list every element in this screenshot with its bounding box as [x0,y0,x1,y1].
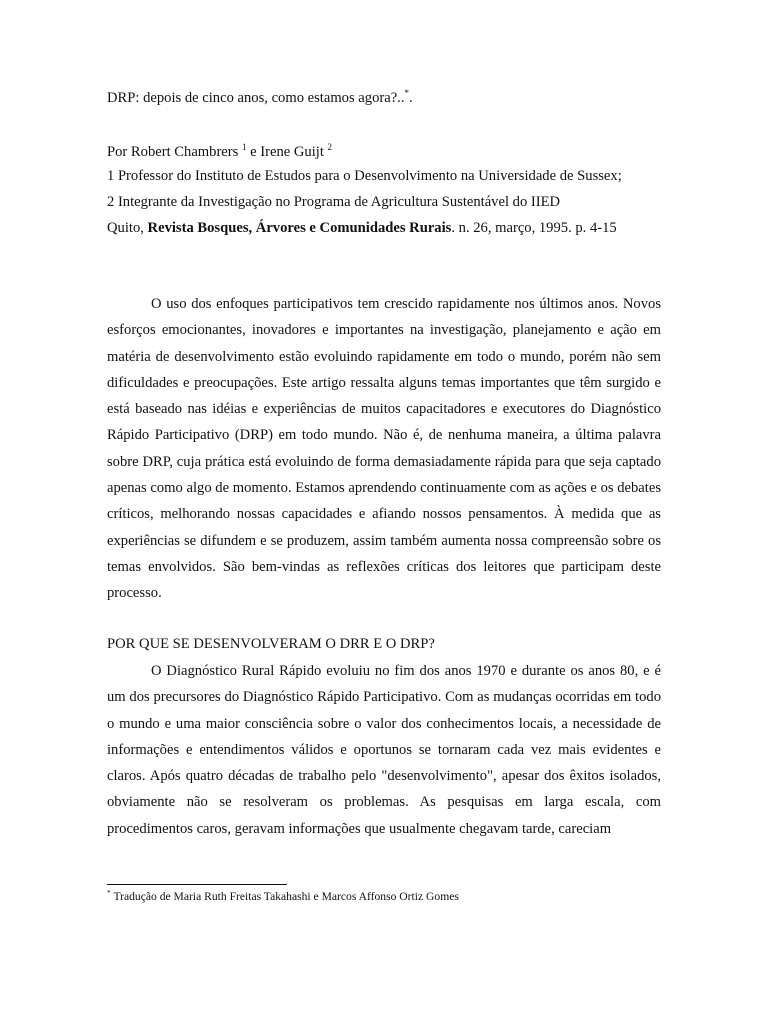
title-end: . [408,90,413,106]
author1-sup: 1 [241,142,247,152]
author2-sup: 2 [327,142,333,152]
paragraph-2 [107,658,661,842]
citation-prefix: Quito, [107,220,148,236]
citation [107,219,617,237]
article-title [107,89,413,107]
byline-prefix: Por Robert Chambrers [107,144,242,160]
footnote-mark: * [107,888,111,897]
byline [107,143,332,161]
footnote-text: Tradução de Maria Ruth Freitas Takahashi e Marcos Affonso Ortiz Gomes [110,890,459,903]
paragraph-1-text: O uso dos enfoques participativos tem crescido rapidamente nos últimos anos. Novos esforços emocionantes, inovadores e importantes na investigação, planejamento e ação em matéria de desenvolvimento estão evoluindo rapidamente em todo o mundo, porém não sem dificuldades e preocupações. Este artigo ressalta alguns temas importantes que têm surgido e está baseado nas idéias e experiências de muitos capacitadores e executores do Diagnóstico Rápido Participativo (DRP) em todo mundo. Não é, de nenhuma maneira, a última palavra sobre DRP, cuja prática está evoluindo de forma demasiadamente rápida para que seja captado apenas como algo de momento. Estamos aprendendo continuamente com as ações e os debates críticos, melhorando nossas capacidades e afiando nossos pensamentos. À medida que as experiências se difundem e se produzem, assim também aumenta nossa compreensão sobre os temas envolvidos. São bem-vindas as reflexões críticas dos leitores que participam deste processo. [107,296,661,602]
footnote-separator [107,884,287,885]
paragraph-1 [107,291,661,607]
citation-journal: Revista Bosques, Árvores e Comunidades Rurais [147,220,452,236]
footnote [107,889,459,905]
citation-rest: . n. 26, março, 1995. p. 4-15 [451,220,617,236]
title-text: DRP: depois de cinco anos, como estamos agora?.. [107,90,405,106]
paragraph-2-text: O Diagnóstico Rural Rápido evoluiu no fim dos anos 1970 e durante os anos 80, e é um dos precursores do Diagnóstico Rápido Participativo. Com as mudanças ocorridas em todo o mundo e uma maior consciência sobre o valor dos conhecimentos locais, a necessidade de informações e entendimentos válidos e oportunos se tornaram cada vez mais evidentes e claros. Após quatro décadas de trabalho pelo "desenvolvimento", apesar dos êxitos isolados, obviamente não se resolveram os problemas. As pesquisas em larga escala, com procedimentos caros, geravam informações que usualmente chegavam tarde, careciam [107,663,661,837]
byline-mid: e Irene Guijt [246,144,328,160]
title-footnote-mark: * [404,88,409,98]
section-heading: POR QUE SE DESENVOLVERAM O DRR E O DRP? [107,636,435,652]
affiliation-1: 1 Professor do Instituto de Estudos para o Desenvolvimento na Universidade de Sussex; [107,168,622,184]
affiliation-2: 2 Integrante da Investigação no Programa de Agricultura Sustentável do IIED [107,194,561,210]
